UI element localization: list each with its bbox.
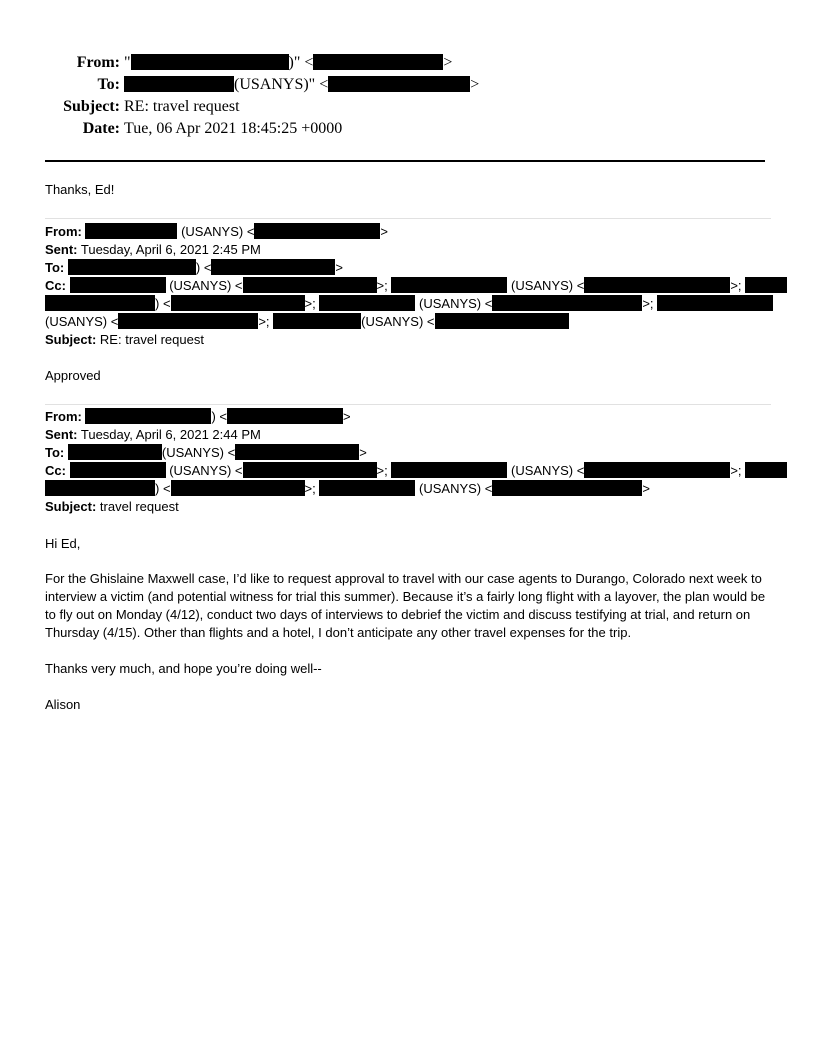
redaction-block <box>235 444 359 460</box>
redaction-block <box>85 223 177 239</box>
msg1-cc-row: Cc: (USANYS) < >; (USANYS) < >; <box>45 277 787 295</box>
msg2-greeting: Hi Ed, <box>45 536 81 551</box>
redaction-block <box>254 223 380 239</box>
msg1-cc-row-2: ) < >; (USANYS) < >; <box>45 295 773 313</box>
redaction-block <box>45 295 155 311</box>
redaction-block <box>492 295 642 311</box>
header-date: Tue, 06 Apr 2021 18:45:25 +0000 <box>124 120 343 137</box>
msg1-to-row: To: ) < > <box>45 260 344 275</box>
redaction-block <box>45 480 155 496</box>
msg2-from-row: From: ) < > <box>45 409 351 424</box>
message-separator <box>45 218 771 219</box>
redaction-block <box>124 76 234 92</box>
redaction-block <box>227 408 343 424</box>
redaction-block <box>319 480 415 496</box>
redaction-block <box>68 259 196 275</box>
msg2-paragraph: For the Ghislaine Maxwell case, I’d like to request approval to travel with our case agents to Durango, Colorado next week to interview a victim (and potential witness for trial this summer). Because it’s a fairly long flight with a layover, the plan would be to fly out on Monday (4/12), conduct two days of interviews to debrief the victim and discuss testifying at trial, and return on Thursday (4/15). Other than flights and a hotel, I don’t anticipate any other travel expenses for the trip. <box>45 571 766 640</box>
redaction-block <box>70 462 166 478</box>
redaction-block <box>492 480 642 496</box>
redaction-block <box>584 462 730 478</box>
msg2-to-row: To: (USANYS) < > <box>45 445 367 460</box>
redaction-block <box>171 480 305 496</box>
redaction-block <box>745 462 787 478</box>
redaction-block <box>171 295 305 311</box>
reply-text: Thanks, Ed! <box>45 182 115 197</box>
redaction-block <box>131 54 289 70</box>
redaction-block <box>243 277 377 293</box>
msg1-cc-row-3: (USANYS) < >; (USANYS) < <box>45 313 569 331</box>
redaction-block <box>118 313 258 329</box>
redaction-block <box>319 295 415 311</box>
redaction-block <box>313 54 443 70</box>
header-subject-label: Subject: <box>63 98 120 115</box>
msg2-subject-row: Subject: travel request <box>45 499 179 514</box>
msg2-cc-row-2: ) < >; (USANYS) < > <box>45 480 650 498</box>
msg1-from-row: From: (USANYS) < > <box>45 224 389 239</box>
redaction-block <box>243 462 377 478</box>
redaction-block <box>85 408 211 424</box>
msg1-sent: Tuesday, April 6, 2021 2:45 PM <box>80 242 261 257</box>
redaction-block <box>68 444 162 460</box>
redaction-block <box>435 313 569 329</box>
redaction-block <box>211 259 335 275</box>
email-header <box>0 52 816 142</box>
message-separator <box>45 404 771 405</box>
msg2-sent-row: Sent: Tuesday, April 6, 2021 2:44 PM <box>45 427 261 442</box>
redaction-block <box>328 76 470 92</box>
redaction-block <box>391 277 507 293</box>
redaction-block <box>745 277 787 293</box>
msg1-subject-row: Subject: RE: travel request <box>45 332 204 347</box>
msg2-subject: travel request <box>99 499 179 514</box>
msg2-sent: Tuesday, April 6, 2021 2:44 PM <box>80 427 261 442</box>
msg1-sent-row: Sent: Tuesday, April 6, 2021 2:45 PM <box>45 242 261 257</box>
msg2-cc-row: Cc: (USANYS) < >; (USANYS) < >; <box>45 462 787 480</box>
redaction-block <box>70 277 166 293</box>
header-date-row <box>0 118 816 140</box>
msg2-signature: Alison <box>45 697 81 712</box>
redaction-block <box>584 277 730 293</box>
header-date-label: Date: <box>82 120 120 137</box>
redaction-block <box>273 313 361 329</box>
header-subject: RE: travel request <box>124 98 240 115</box>
header-subject-row <box>0 96 816 118</box>
msg2-closing: Thanks very much, and hope you’re doing well-- <box>45 661 322 676</box>
header-divider <box>45 160 765 162</box>
header-from-label: From: <box>76 54 120 71</box>
header-from-row: From: " )" < > <box>0 52 816 74</box>
redaction-block <box>391 462 507 478</box>
msg1-body: Approved <box>45 368 101 383</box>
redaction-block <box>657 295 773 311</box>
msg1-subject: RE: travel request <box>99 332 204 347</box>
header-to-row: To: (USANYS)" < > <box>0 74 816 96</box>
header-to-label: To: <box>97 76 120 93</box>
